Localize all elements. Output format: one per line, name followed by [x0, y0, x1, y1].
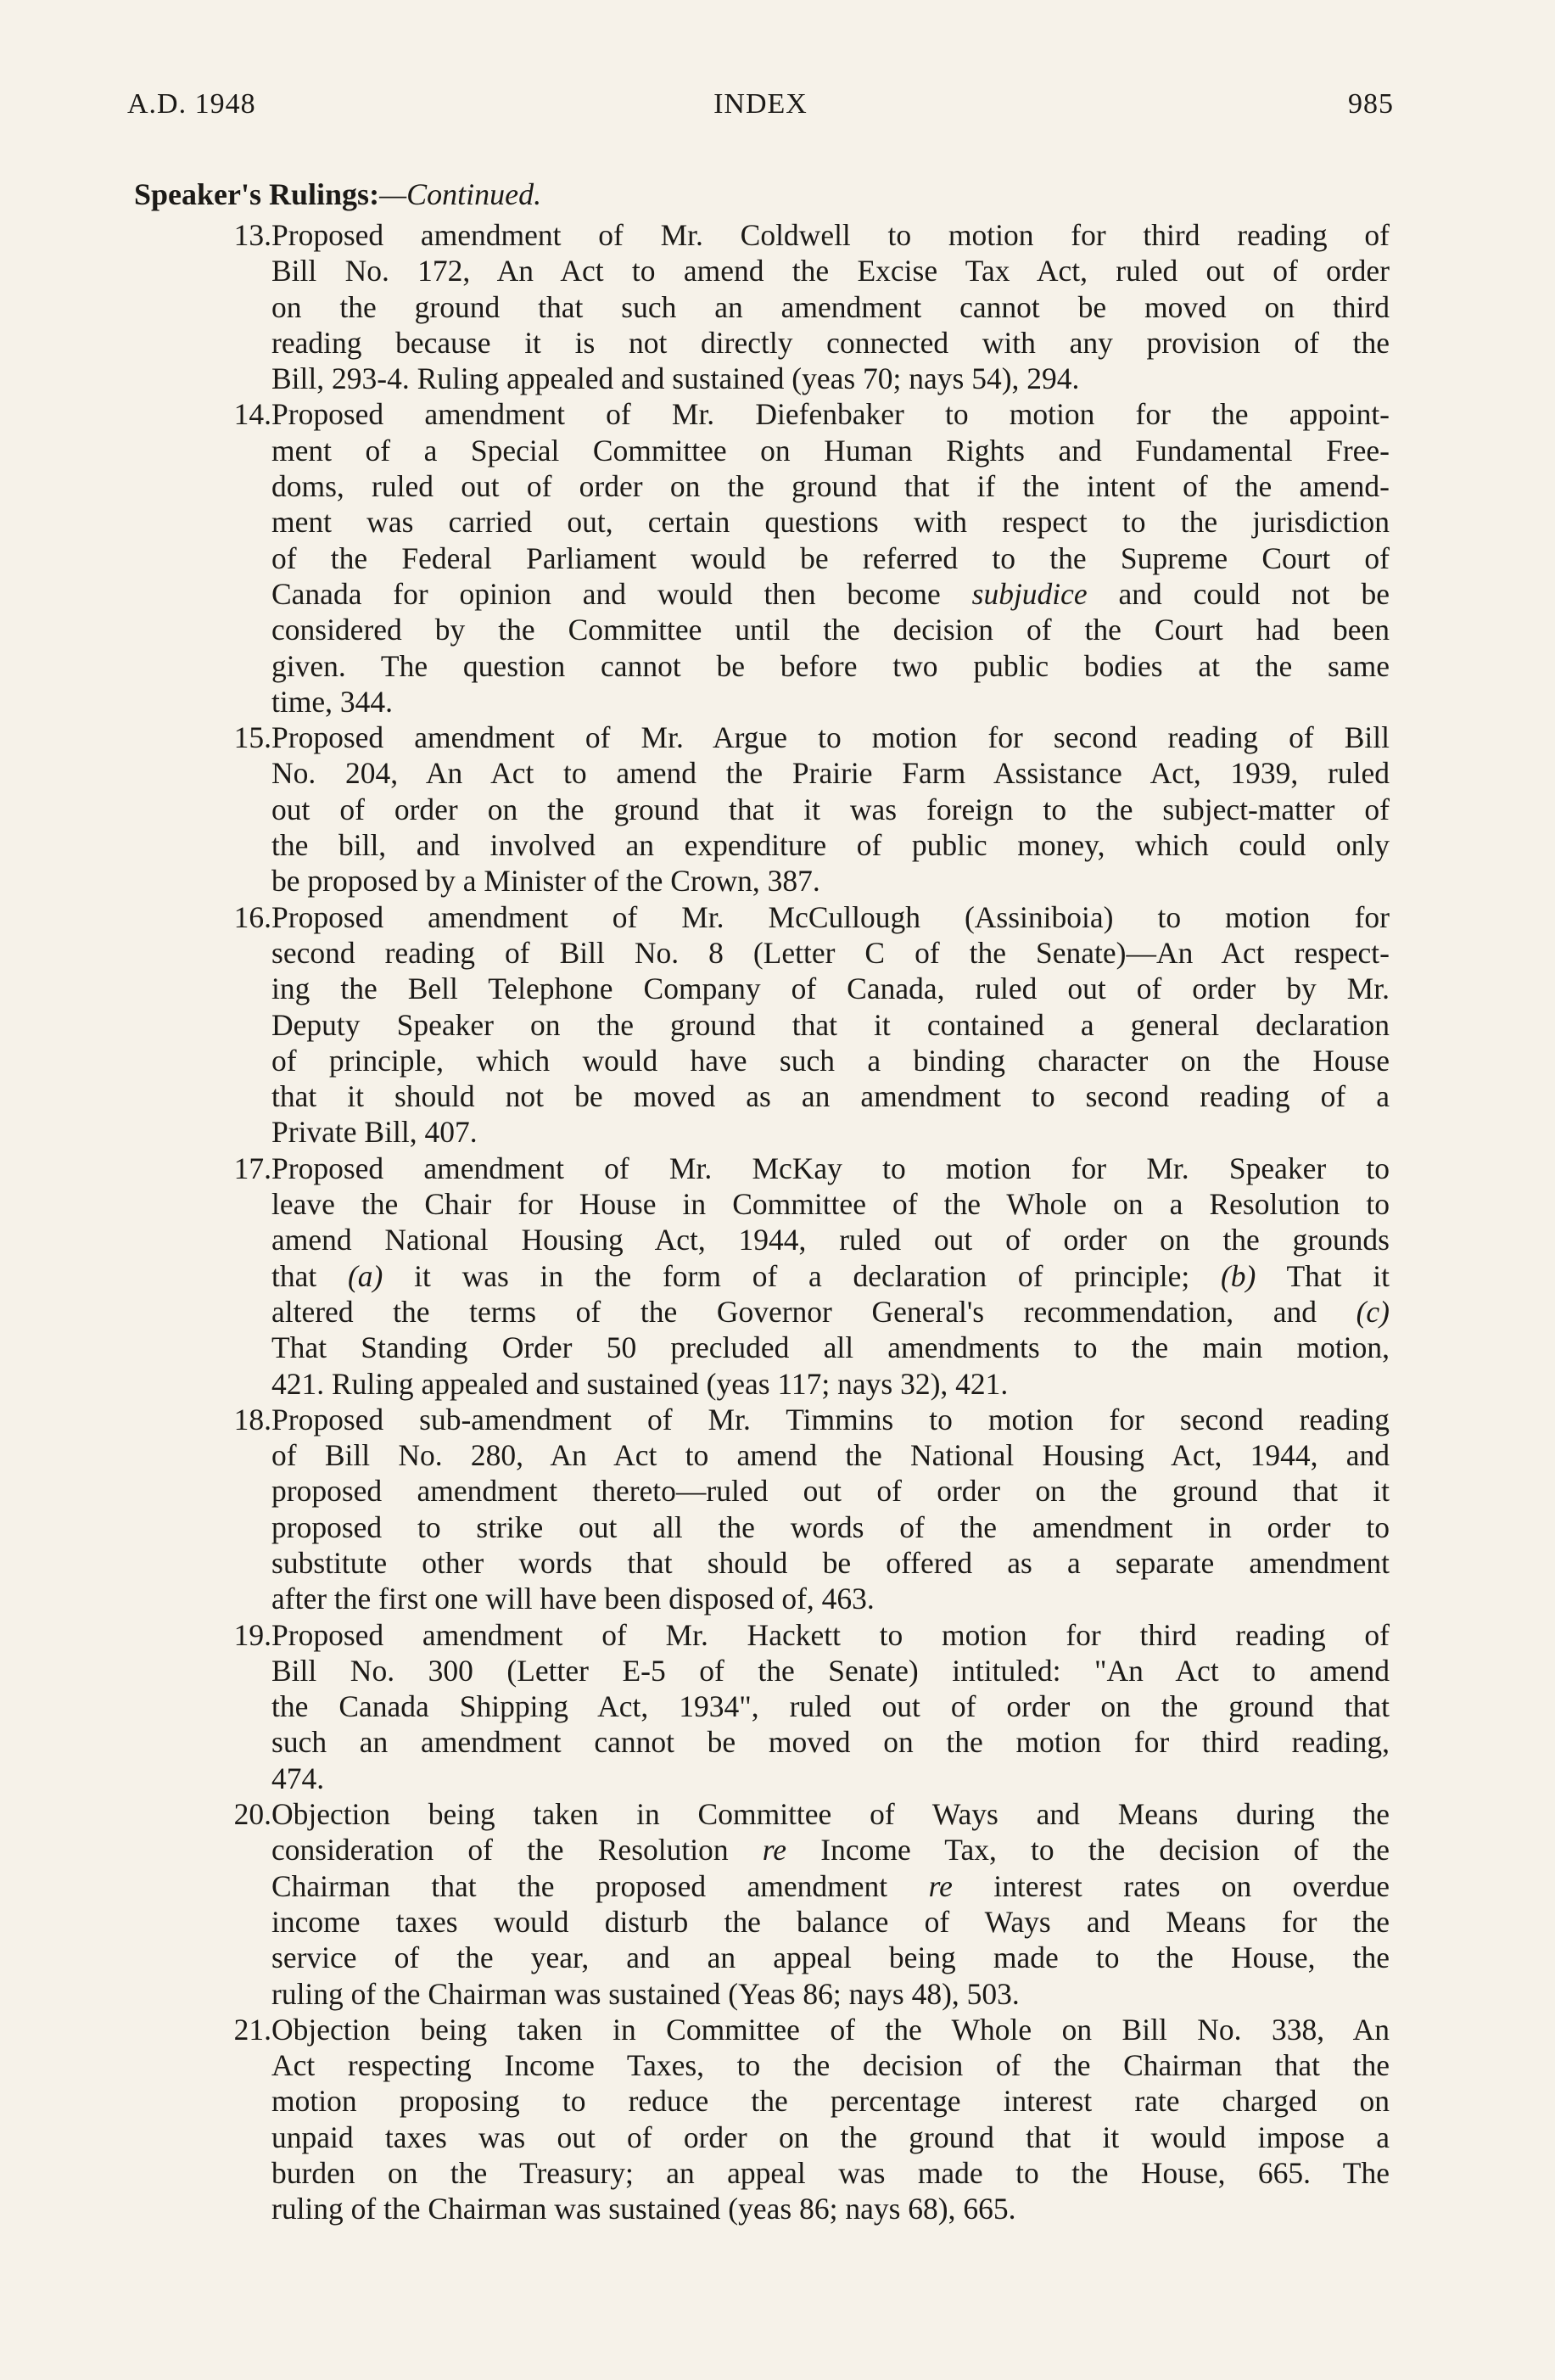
entry-number: 18. [233, 1402, 271, 1436]
entry-text [271, 396, 1390, 720]
entry-number: 14. [233, 397, 271, 432]
entry-line: that it should not be moved as an amendment to second reading of a [271, 1079, 1390, 1114]
entry-line: be proposed by a Minister of the Crown, 387. [271, 864, 820, 899]
entry-line: 421. Ruling appealed and sustained (yeas 117; nays 32), 421. [271, 1366, 1009, 1401]
entry-line: given. The question cannot be before two public bodies at the same [271, 648, 1390, 683]
entry-line: income taxes would disturb the balance of Ways and Means for the [271, 1904, 1390, 1939]
entry-number: 16. [233, 899, 271, 934]
entry-line: ment was carried out, certain questions with respect to the jurisdiction [271, 505, 1390, 540]
entry-line: Bill No. 172, An Act to amend the Excise Tax Act, ruled out of order [271, 254, 1390, 288]
entry-line: Canada for opinion and would then become subjudice and could not be [271, 576, 1390, 611]
entry-text [271, 720, 1390, 899]
entry-line: leave the Chair for House in Committee of the Whole on a Resolution to [271, 1187, 1390, 1222]
entry-line: ruling of the Chairman was sustained (Yeas 86; nays 48), 503. [271, 1976, 1020, 2011]
entry-number: 15. [233, 720, 271, 755]
entry-number: 21. [233, 2012, 271, 2047]
entry-line: burden on the Treasury; an appeal was made to the House, 665. The [271, 2156, 1390, 2191]
entry-text [271, 899, 1390, 1151]
entry-line: motion proposing to reduce the percentage interest rate charged on [271, 2084, 1390, 2119]
index-entry [0, 1796, 1555, 2012]
entry-line: Objection being taken in Committee of the Whole on Bill No. 338, An [271, 2012, 1390, 2047]
entry-line: ing the Bell Telephone Company of Canada, ruled out of order by Mr. [271, 972, 1390, 1006]
index-entry [0, 720, 1555, 899]
section-continued: —Continued. [379, 177, 542, 211]
entry-line: on the ground that such an amendment cannot be moved on third [271, 289, 1390, 324]
entry-line: proposed to strike out all the words of the amendment in order to [271, 1509, 1390, 1544]
entry-line: unpaid taxes was out of order on the ground that it would impose a [271, 2120, 1390, 2154]
section-heading [134, 176, 541, 213]
entry-line: Proposed amendment of Mr. Argue to motion for second reading of Bill [271, 720, 1390, 755]
entry-line: Proposed sub-amendment of Mr. Timmins to motion for second reading [271, 1402, 1390, 1436]
entry-line: doms, ruled out of order on the ground that if the intent of the amend- [271, 469, 1390, 504]
running-head [127, 88, 1394, 131]
entry-line: Private Bill, 407. [271, 1115, 478, 1150]
entry-line: Objection being taken in Committee of Ways and Means during the [271, 1797, 1390, 1832]
entry-text [271, 217, 1390, 396]
entries-list [0, 217, 1555, 2227]
entry-line: Deputy Speaker on the ground that it contained a general declaration [271, 1007, 1390, 1042]
entry-line: altered the terms of the Governor General's recommendation, and (c) [271, 1294, 1390, 1329]
index-entry [0, 1402, 1555, 1617]
entry-line: the Canada Shipping Act, 1934", ruled out of order on the ground that [271, 1689, 1390, 1724]
entry-line: Proposed amendment of Mr. McKay to motion for Mr. Speaker to [271, 1151, 1390, 1185]
index-entry [0, 396, 1555, 720]
entry-line: No. 204, An Act to amend the Prairie Farm Assistance Act, 1939, ruled [271, 756, 1390, 791]
entry-line: Bill No. 300 (Letter E-5 of the Senate) intituled: "An Act to amend [271, 1653, 1390, 1688]
entry-line: ruling of the Chairman was sustained (yeas 86; nays 68), 665. [271, 2192, 1016, 2226]
entry-line: of principle, which would have such a binding character on the House [271, 1043, 1390, 1078]
entry-line: second reading of Bill No. 8 (Letter C of the Senate)—An Act respect- [271, 935, 1390, 970]
entry-line: That Standing Order 50 precluded all amendments to the main motion, [271, 1330, 1390, 1365]
entry-line: amend National Housing Act, 1944, ruled out of order on the grounds [271, 1223, 1390, 1257]
entry-line: after the first one will have been disposed of, 463. [271, 1582, 875, 1616]
entry-line: time, 344. [271, 684, 393, 719]
entry-line: the bill, and involved an expenditure of public money, which could only [271, 828, 1390, 863]
entry-line: Bill, 293-4. Ruling appealed and sustained (yeas 70; nays 54), 294. [271, 361, 1080, 396]
header-year: A.D. 1948 [127, 88, 256, 120]
entry-number: 20. [233, 1797, 271, 1832]
entry-line: reading because it is not directly connected with any provision of the [271, 325, 1390, 360]
entry-number: 13. [233, 218, 271, 252]
entry-line: Proposed amendment of Mr. Coldwell to motion for third reading of [271, 218, 1390, 252]
entry-line: 474. [271, 1761, 325, 1795]
entry-text [271, 1402, 1390, 1617]
entry-line: substitute other words that should be offered as a separate amendment [271, 1545, 1390, 1580]
entry-line: considered by the Committee until the decision of the Court had been [271, 613, 1390, 647]
entry-line: such an amendment cannot be moved on the motion for third reading, [271, 1725, 1390, 1760]
index-entry [0, 1151, 1555, 1402]
entry-line: of the Federal Parliament would be referred to the Supreme Court of [271, 540, 1390, 575]
header-title: INDEX [713, 88, 808, 120]
entry-line: Act respecting Income Taxes, to the decision of the Chairman that the [271, 2048, 1390, 2083]
entry-line: service of the year, and an appeal being made to the House, the [271, 1940, 1390, 1975]
index-entry [0, 1617, 1555, 1796]
entry-number: 19. [233, 1617, 271, 1652]
index-entry [0, 2012, 1555, 2227]
entry-text [271, 1796, 1390, 2012]
entry-line: consideration of the Resolution re Income Tax, to the decision of the [271, 1833, 1390, 1868]
entry-line: proposed amendment thereto—ruled out of order on the ground that it [271, 1474, 1390, 1509]
entry-line: Proposed amendment of Mr. Hackett to motion for third reading of [271, 1617, 1390, 1652]
entry-line: that (a) it was in the form of a declaration of principle; (b) That it [271, 1258, 1390, 1293]
index-entry [0, 217, 1555, 396]
entry-line: Proposed amendment of Mr. Diefenbaker to motion for the appoint- [271, 397, 1390, 432]
entry-text [271, 1151, 1390, 1402]
entry-line: Chairman that the proposed amendment re interest rates on overdue [271, 1868, 1390, 1903]
entry-line: out of order on the ground that it was foreign to the subject-matter of [271, 792, 1390, 826]
entry-line: Proposed amendment of Mr. McCullough (Assiniboia) to motion for [271, 899, 1390, 934]
page-number: 985 [1348, 88, 1394, 120]
entry-text [271, 2012, 1390, 2227]
section-title: Speaker's Rulings: [134, 177, 380, 211]
index-entry [0, 899, 1555, 1151]
entry-line: ment of a Special Committee on Human Rights and Fundamental Free- [271, 433, 1390, 468]
entry-text [271, 1617, 1390, 1796]
entry-number: 17. [233, 1151, 271, 1185]
entry-line: of Bill No. 280, An Act to amend the National Housing Act, 1944, and [271, 1438, 1390, 1473]
